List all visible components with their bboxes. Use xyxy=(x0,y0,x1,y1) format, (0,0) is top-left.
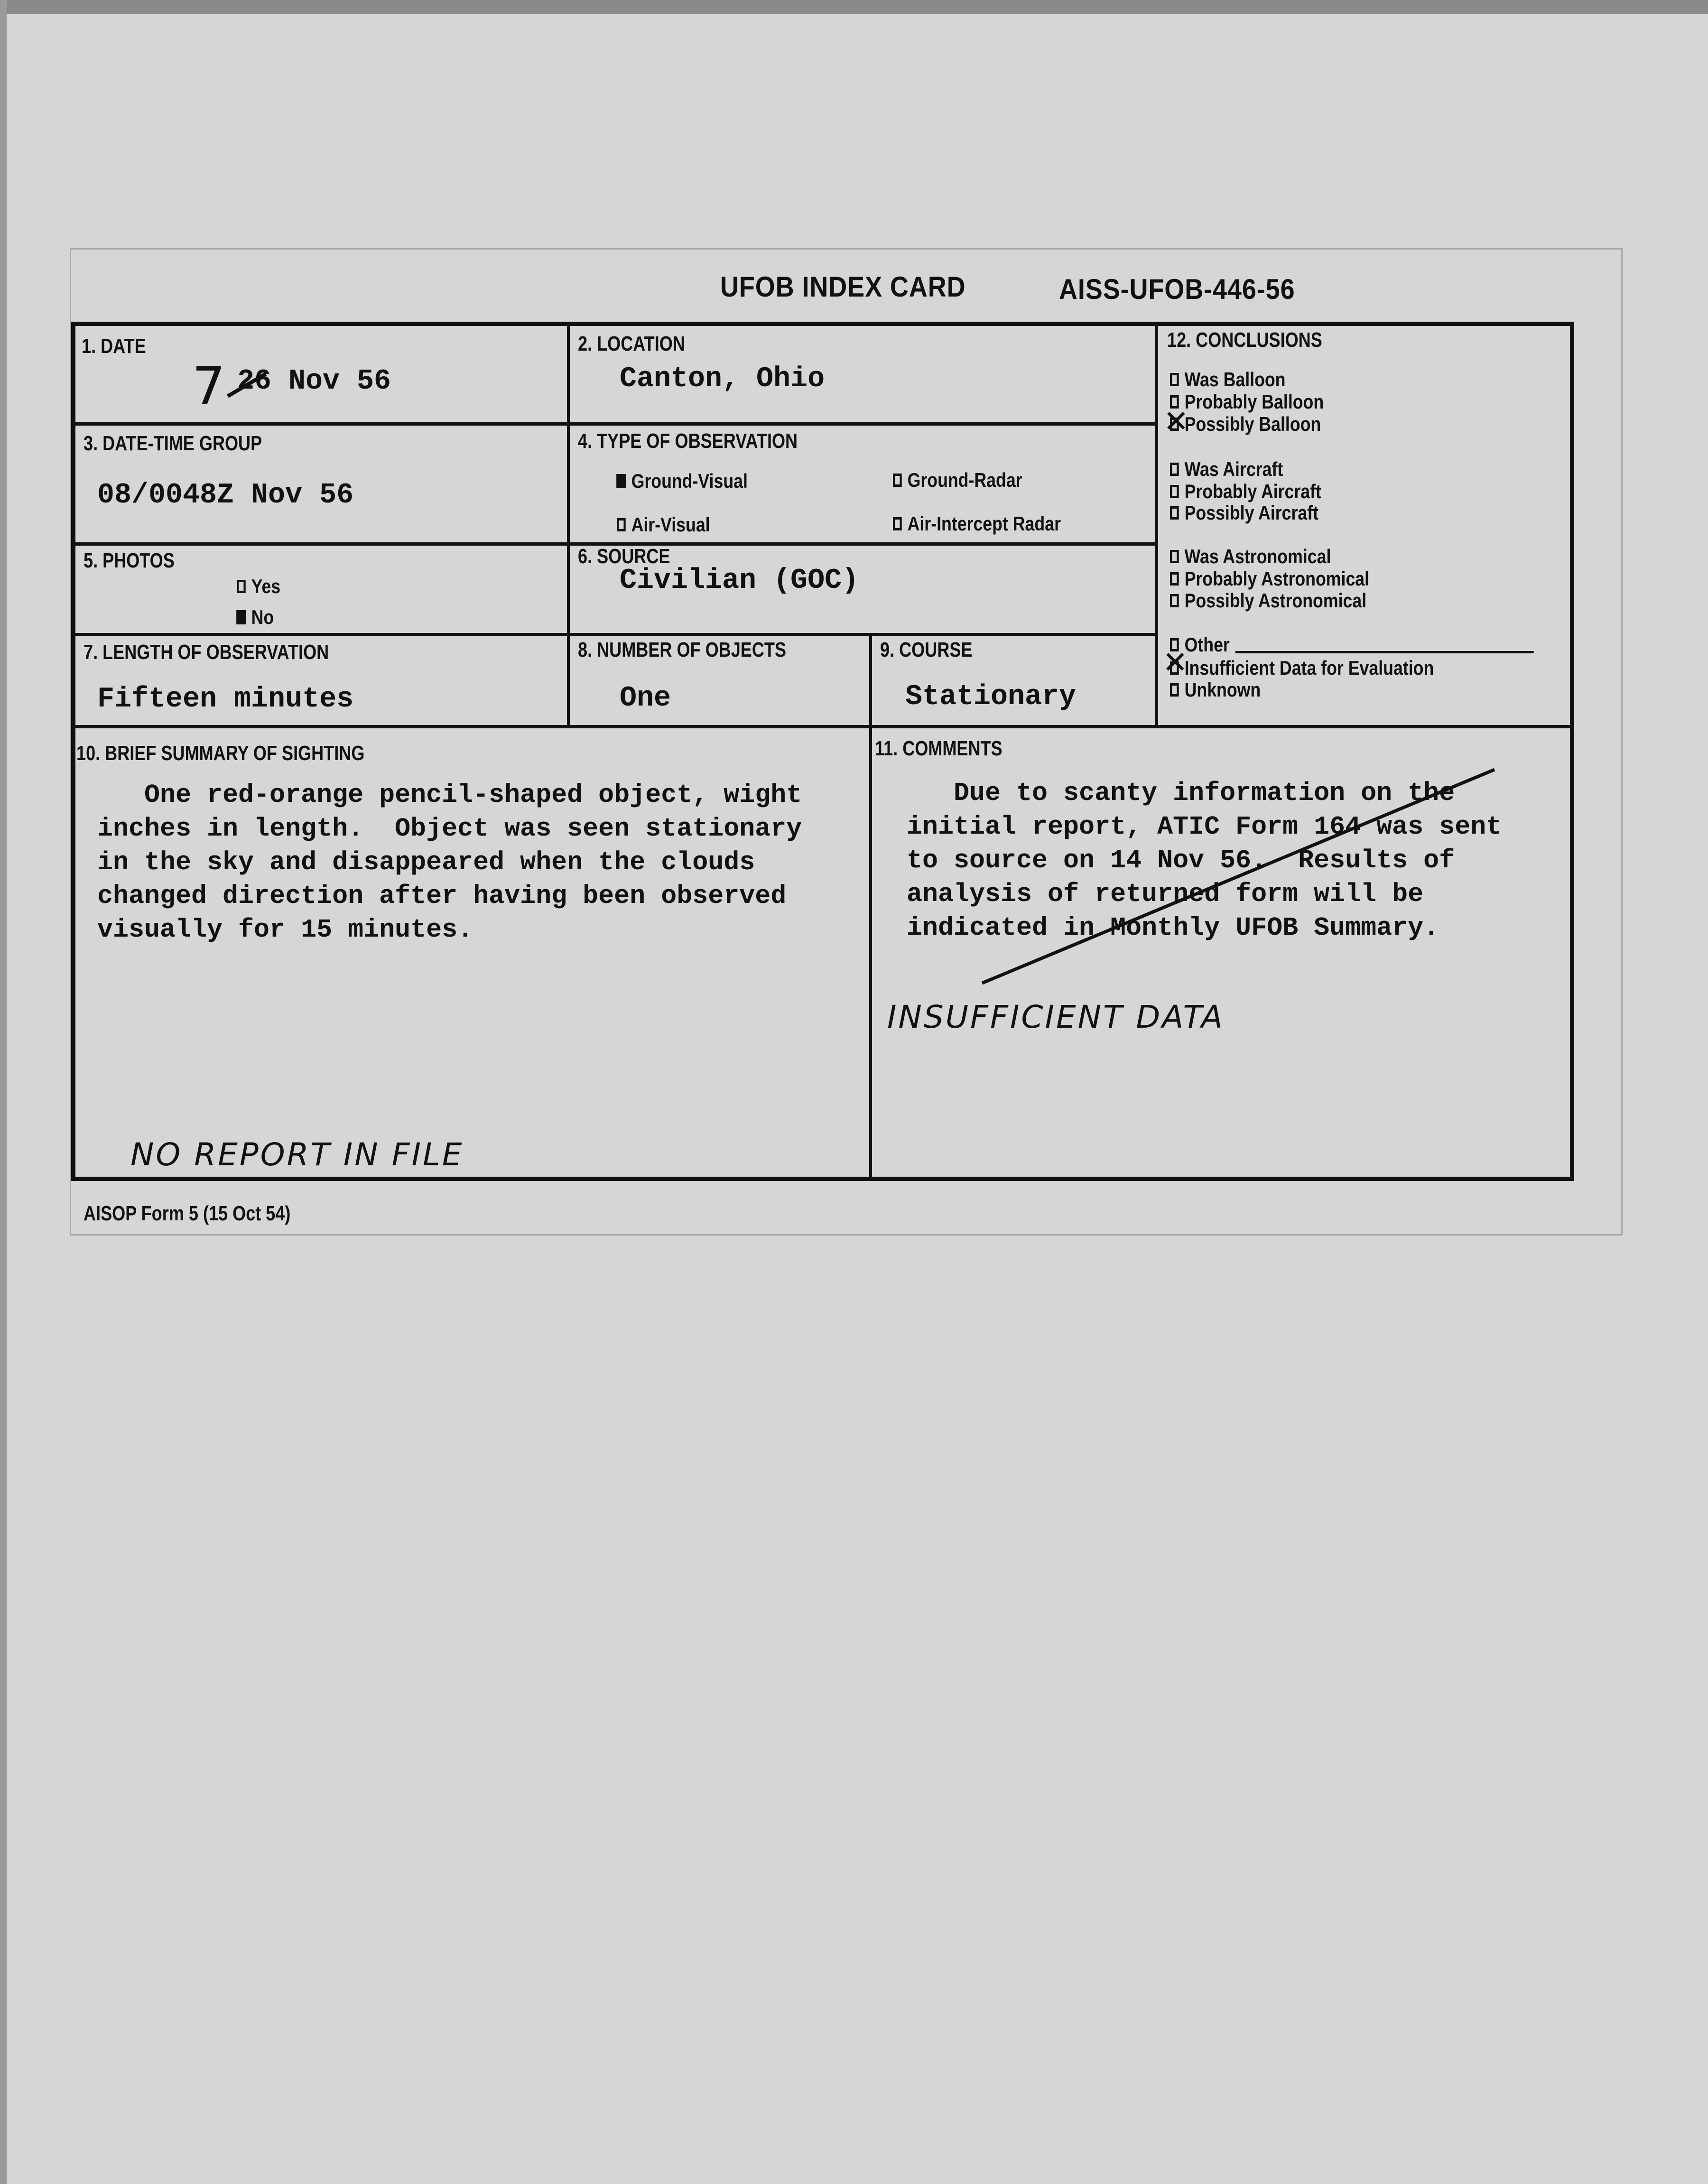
option-label: Other xyxy=(1184,633,1230,656)
option-label: Was Astronomical xyxy=(1184,545,1331,567)
option-label: Was Balloon xyxy=(1184,368,1286,390)
option-label: Unknown xyxy=(1184,678,1261,701)
handwritten-insufficient-data-note: INSUFFICIENT DATA xyxy=(887,999,1225,1035)
option-label: Air-Intercept Radar xyxy=(907,512,1061,535)
date-strike-line xyxy=(228,374,266,396)
option-label: Air-Visual xyxy=(631,513,710,536)
option-label: Insufficient Data for Evaluation xyxy=(1184,657,1434,679)
length-value: Fifteen minutes xyxy=(97,683,354,716)
handwritten-no-report-note: NO REPORT IN FILE xyxy=(130,1136,464,1173)
date-time-group-label: 3. DATE-TIME GROUP xyxy=(84,432,262,455)
source-label: 6. SOURCE xyxy=(578,545,670,568)
date-handwritten-correction: 7 xyxy=(192,356,227,417)
form-footer: AISOP Form 5 (15 Oct 54) xyxy=(84,1202,291,1225)
option-label: Probably Astronomical xyxy=(1184,567,1370,590)
option-label: Probably Aircraft xyxy=(1184,480,1321,502)
length-label: 7. LENGTH OF OBSERVATION xyxy=(84,641,329,664)
source-value: Civilian (GOC) xyxy=(620,565,859,597)
date-time-group-value: 08/0048Z Nov 56 xyxy=(97,479,354,511)
number-of-objects-value: One xyxy=(620,682,671,715)
number-of-objects-label: 8. NUMBER OF OBJECTS xyxy=(578,638,787,661)
handwritten-x-mark-icon: ✕ xyxy=(1163,404,1189,439)
case-number: AISS-UFOB-446-56 xyxy=(1059,273,1295,305)
location-value: Canton, Ohio xyxy=(620,363,825,395)
conclusions-label: 12. CONCLUSIONS xyxy=(1167,328,1322,352)
option-label: Was Aircraft xyxy=(1184,458,1283,480)
comments-strike-line xyxy=(982,770,1494,983)
date-label: 1. DATE xyxy=(82,335,146,358)
option-label: Possibly Aircraft xyxy=(1184,502,1318,524)
option-label: Probably Balloon xyxy=(1184,390,1324,413)
option-label: Possibly Astronomical xyxy=(1184,589,1367,612)
course-value: Stationary xyxy=(905,681,1077,713)
option-label: Yes xyxy=(251,575,281,597)
option-label: Ground-Radar xyxy=(907,469,1022,491)
type-of-observation-label: 4. TYPE OF OBSERVATION xyxy=(578,429,798,453)
option-label: Ground-Visual xyxy=(631,470,748,492)
comments-text: Due to scanty information on the initial report, ATIC Form 164 was sent to source on 14 Nov 56. Results of analysis of returned form will be indicated in Monthly UFOB Summary. xyxy=(907,778,1502,943)
date-value: 26 Nov 56 xyxy=(237,365,391,398)
location-label: 2. LOCATION xyxy=(578,332,685,355)
comments-label: 11. COMMENTS xyxy=(875,737,1003,760)
handwritten-x-mark-icon: ✕ xyxy=(1162,645,1188,680)
option-label: Possibly Balloon xyxy=(1184,413,1321,435)
summary-text: One red-orange pencil-shaped object, wight inches in length. Object was seen stationary in the sky and disappeared when the clouds changed direction after having been observed visually for 15 minutes. xyxy=(97,780,802,945)
card-title: UFOB INDEX CARD xyxy=(720,271,966,303)
photos-label: 5. PHOTOS xyxy=(84,549,175,572)
summary-label: 10. BRIEF SUMMARY OF SIGHTING xyxy=(76,742,365,765)
course-label: 9. COURSE xyxy=(880,638,973,661)
option-label: No xyxy=(251,606,274,628)
